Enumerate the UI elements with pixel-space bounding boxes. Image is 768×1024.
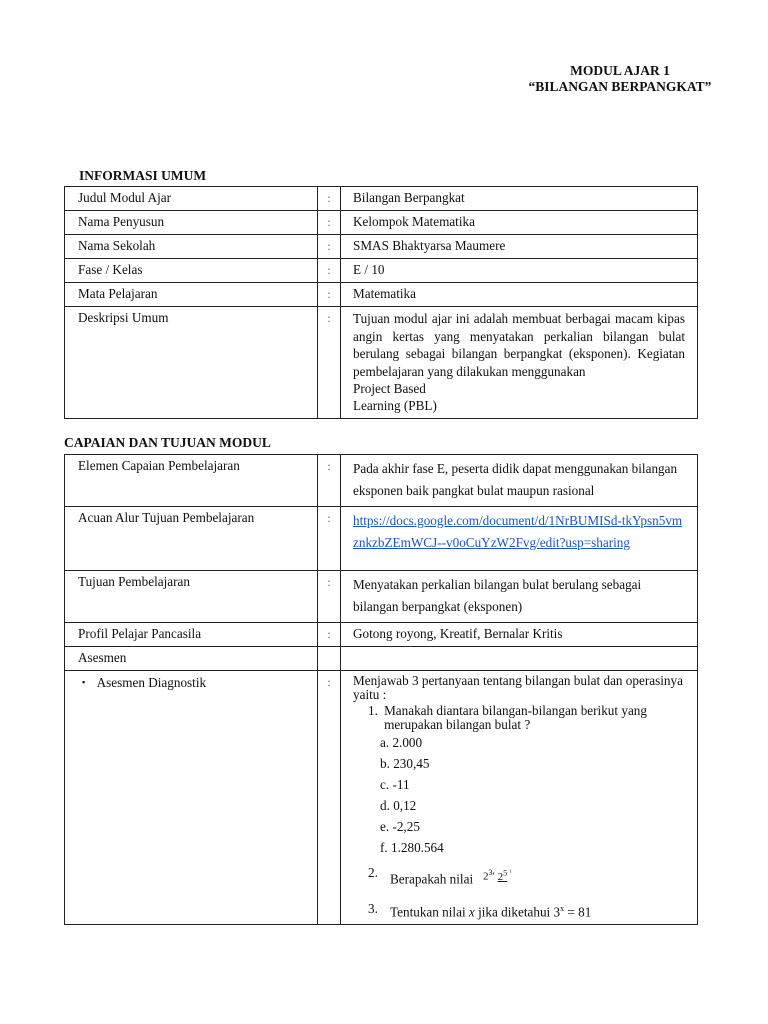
- row-label: Nama Sekolah: [65, 235, 318, 259]
- section-title-capaian: CAPAIAN DAN TUJUAN MODUL: [64, 435, 271, 450]
- question-text: [390, 866, 512, 896]
- list-item: [353, 866, 685, 896]
- title-line-1: MODUL AJAR 1: [570, 63, 670, 78]
- table-row: [65, 235, 698, 259]
- informasi-umum-table: [64, 186, 698, 419]
- base-2: 2: [497, 870, 504, 883]
- row-separator: :: [318, 235, 341, 259]
- row-value: SMAS Bhaktyarsa Maumere: [341, 235, 698, 259]
- table-row: [65, 211, 698, 235]
- question-text: [390, 902, 591, 919]
- row-value: [341, 507, 698, 571]
- option-item: c. -11: [380, 777, 410, 792]
- table-row: [65, 571, 698, 623]
- description-text-line-3: Learning (PBL): [353, 398, 437, 413]
- exponent-x: x: [560, 904, 565, 913]
- row-value: [341, 671, 698, 925]
- row-separator: :: [318, 455, 341, 507]
- row-value: Menyatakan perkalian bilangan bulat berulang sebagai bilangan berpangkat (eksponen): [341, 571, 698, 623]
- row-value: Kelompok Matematika: [341, 211, 698, 235]
- table-row: [65, 259, 698, 283]
- capaian-table: [64, 454, 698, 925]
- diagnostik-label: Asesmen Diagnostik: [96, 675, 207, 690]
- question-list: [353, 704, 685, 919]
- row-value: Gotong royong, Kreatif, Bernalar Kritis: [341, 623, 698, 647]
- power-tail: ⁱ: [509, 868, 512, 877]
- table-row: [65, 507, 698, 571]
- row-separator: :: [318, 283, 341, 307]
- table-row: [65, 623, 698, 647]
- power-underlined: [497, 868, 508, 883]
- row-label: Profil Pelajar Pancasila: [65, 623, 318, 647]
- base-1: 2: [483, 870, 489, 883]
- row-label: Tujuan Pembelajaran: [65, 571, 318, 623]
- row-separator: :: [318, 259, 341, 283]
- question-text-mid: jika diketahui 3: [478, 904, 561, 920]
- row-separator: :: [318, 211, 341, 235]
- row-label: Judul Modul Ajar: [65, 187, 318, 211]
- alur-tujuan-link[interactable]: https://docs.google.com/document/d/1NrBUMISd-tkYpsn5vmznkzbZEmWCJ--v0oCuYzW2Fvg/edit?usp=sharing: [353, 513, 683, 550]
- question-text-tail: = 81: [564, 904, 592, 920]
- power-expression: [483, 866, 512, 884]
- question-text-lead: Berapakah nilai: [390, 871, 474, 887]
- row-label: Acuan Alur Tujuan Pembelajaran: [65, 507, 318, 571]
- table-row: [65, 187, 698, 211]
- table-row: [65, 307, 698, 419]
- table-row: [65, 455, 698, 507]
- description-text-line-2: Project Based: [353, 381, 426, 396]
- row-label: Mata Pelajaran: [65, 283, 318, 307]
- bullet-icon: ▪: [82, 677, 86, 687]
- row-label: Asesmen: [65, 647, 318, 671]
- row-value: Bilangan Berpangkat: [341, 187, 698, 211]
- table-row: [65, 671, 698, 925]
- question-number: 2.: [368, 865, 378, 880]
- row-separator: :: [318, 307, 341, 419]
- row-label: Deskripsi Umum: [65, 307, 318, 419]
- option-item: d. 0,12: [380, 798, 417, 813]
- title-line-2: “BILANGAN BERPANGKAT”: [528, 79, 712, 94]
- exponent-2: 5: [503, 868, 508, 877]
- exponent-1: 3: [488, 868, 493, 877]
- question-text: Manakah diantara bilangan-bilangan berikut yang merupakan bilangan bulat ?: [384, 703, 647, 732]
- row-separator: [318, 647, 341, 671]
- power-separator: ′: [492, 870, 495, 883]
- question-number: 1.: [368, 703, 378, 718]
- option-item: b. 230,45: [380, 756, 430, 771]
- question-number: 3.: [368, 901, 378, 916]
- row-label: [65, 671, 318, 925]
- row-value: Matematika: [341, 283, 698, 307]
- table-row: [65, 647, 698, 671]
- section-title-informasi-umum: INFORMASI UMUM: [79, 168, 207, 183]
- table-row: [65, 283, 698, 307]
- row-separator: :: [318, 671, 341, 925]
- description-text: Tujuan modul ajar ini adalah membuat berbagai macam kipas angin kertas yang menyatakan perkalian bilangan bulat berulang sebagai bilangan berpangkat (eksponen). Kegiatan pembelajaran yang dilakukan menggunakan: [353, 311, 685, 379]
- row-label: Nama Penyusun: [65, 211, 318, 235]
- option-item: e. -2,25: [380, 819, 420, 834]
- row-value: [341, 307, 698, 419]
- row-value: Pada akhir fase E, peserta didik dapat menggunakan bilangan eksponen baik pangkat bulat maupun rasional: [341, 455, 698, 507]
- diagnostik-intro: Menjawab 3 pertanyaan tentang bilangan bulat dan operasinya yaitu :: [353, 673, 683, 702]
- row-value: [341, 647, 698, 671]
- row-separator: :: [318, 623, 341, 647]
- question-text-lead: Tentukan nilai: [390, 904, 466, 920]
- list-item: [353, 704, 685, 732]
- row-separator: :: [318, 187, 341, 211]
- variable-x: x: [468, 904, 475, 920]
- row-separator: :: [318, 507, 341, 571]
- option-item: f. 1.280.564: [380, 840, 444, 855]
- document-title: [480, 63, 760, 95]
- row-value: E / 10: [341, 259, 698, 283]
- row-label: Fase / Kelas: [65, 259, 318, 283]
- option-list: [353, 732, 685, 858]
- list-item: [353, 902, 685, 919]
- row-label: Elemen Capaian Pembelajaran: [65, 455, 318, 507]
- row-separator: :: [318, 571, 341, 623]
- option-item: a. 2.000: [380, 735, 423, 750]
